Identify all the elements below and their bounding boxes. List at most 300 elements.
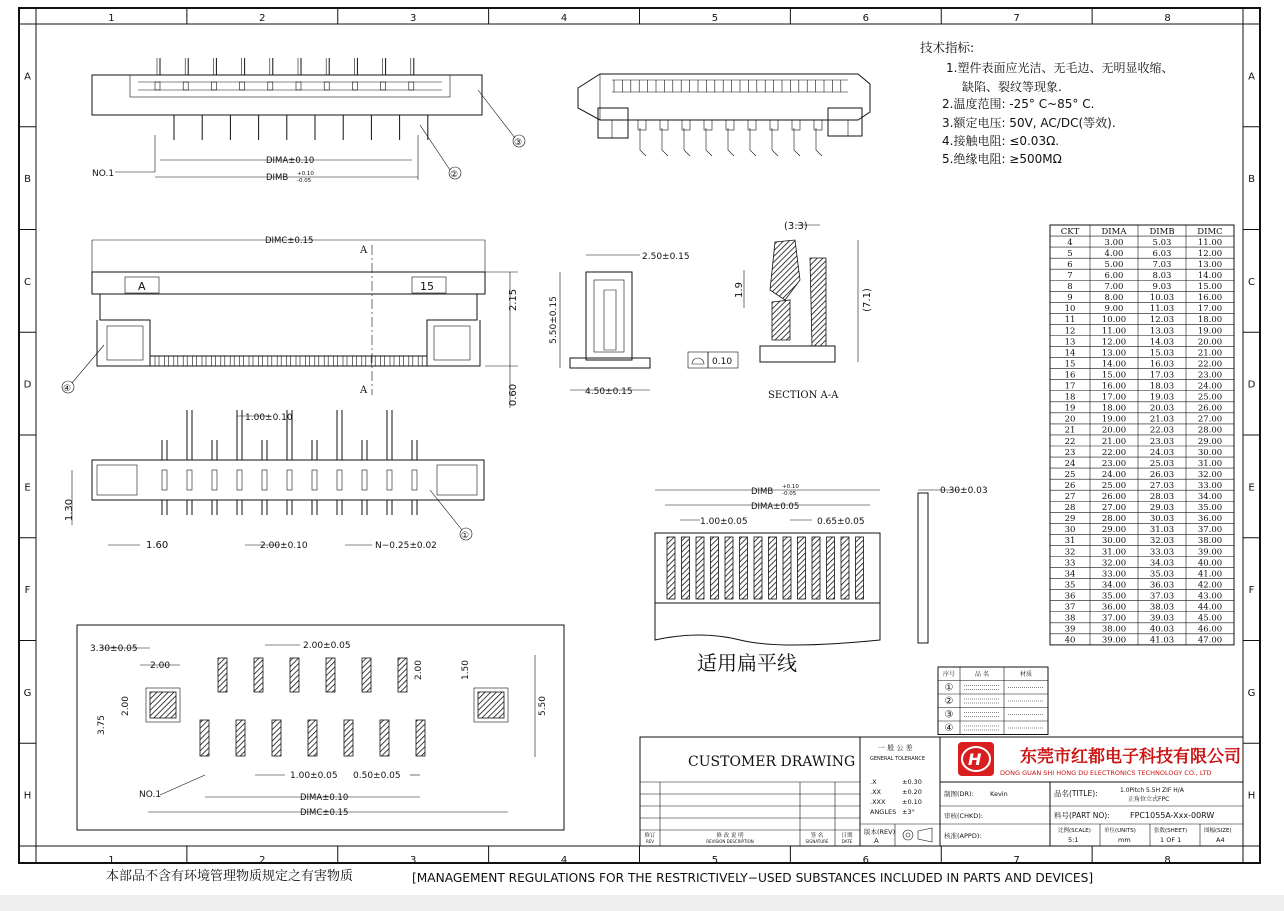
rev-col-en: SIGNATURE	[805, 839, 829, 844]
scale-label: 比例(SCALE)	[1058, 828, 1091, 834]
ckt-cell: 35.00	[1197, 503, 1223, 514]
ckt-cell: 20.03	[1149, 403, 1175, 414]
title-line-2: 正角位立式FPC	[1128, 796, 1170, 803]
ckt-cell: 8.03	[1152, 271, 1172, 281]
ckt-cell: 33.03	[1149, 547, 1175, 558]
ckt-cell: 26.00	[1101, 492, 1127, 502]
ckt-cell: 6	[1067, 259, 1073, 270]
ckt-cell: 40.00	[1197, 558, 1223, 569]
ckt-header: DIMC	[1197, 226, 1223, 237]
ckt-cell: 32	[1064, 547, 1076, 558]
tolerance-cn: 一 般 公 差	[878, 744, 913, 752]
ckt-cell: 23.00	[1101, 458, 1127, 469]
drawn-by: Kevin	[990, 790, 1008, 798]
ckt-cell: 32.00	[1101, 558, 1127, 569]
ckt-cell: 11.00	[1101, 326, 1127, 337]
ckt-cell: 9.03	[1152, 282, 1172, 293]
rev-col-en: REV	[645, 839, 655, 844]
grid-col-b-5: 5	[711, 855, 719, 866]
ckt-cell: 28	[1064, 503, 1076, 514]
tolerance-en: GENERAL TOLERANCE	[870, 756, 926, 762]
ckt-cell: 32.00	[1197, 469, 1223, 480]
pcb-dimc: DIMC±0.15	[300, 808, 349, 818]
size-label: 图幅(SIZE)	[1204, 828, 1232, 834]
ckt-cell: 47.00	[1197, 635, 1223, 646]
grid-col-b-7: 7	[1013, 855, 1020, 866]
grid-row-r-F: F	[1248, 585, 1255, 597]
parts-index: ③	[944, 709, 954, 721]
ckt-cell: 12.00	[1101, 337, 1127, 348]
ckt-cell: 22	[1064, 436, 1076, 447]
rev-label: 版本(REV)	[864, 828, 896, 836]
ckt-cell: 37.00	[1197, 525, 1223, 536]
balloon-3: ③	[514, 138, 523, 148]
parts-index: ④	[944, 723, 954, 734]
pcb-2-00a: 2.00	[150, 661, 171, 671]
grid-row-l-D: D	[23, 379, 32, 391]
ckt-cell: 21.00	[1197, 348, 1223, 359]
ckt-cell: 15.00	[1101, 370, 1127, 381]
ckt-cell: 13.03	[1149, 326, 1175, 337]
checked-label: 审核(CHKD):	[944, 812, 983, 820]
ckt-cell: 15.03	[1149, 348, 1175, 359]
front-view-top	[92, 58, 525, 184]
grid-col-t-3: 3	[410, 13, 417, 24]
ckt-cell: 16.00	[1101, 381, 1127, 392]
dim-0-60: 0.60	[508, 383, 519, 407]
ckt-cell: 4.00	[1104, 248, 1124, 259]
ckt-cell: 36.00	[1197, 514, 1223, 525]
ckt-cell: 22.03	[1149, 425, 1175, 436]
ckt-cell: 34.00	[1197, 492, 1223, 502]
ckt-header: DIMB	[1149, 226, 1175, 237]
pcb-2-00c: 2.00	[121, 695, 131, 717]
ckt-cell: 18	[1064, 392, 1076, 403]
ckt-cell: 24.00	[1197, 381, 1223, 392]
parts-header: 材质	[1019, 671, 1033, 678]
isometric-view	[578, 74, 870, 156]
ckt-cell: 40	[1064, 635, 1076, 646]
top-view	[62, 236, 519, 408]
ckt-cell: 20.00	[1197, 337, 1223, 348]
size-value: A4	[1216, 836, 1225, 844]
ckt-cell: 12	[1064, 326, 1076, 337]
dim-b-tol-top: +0.10	[297, 171, 314, 177]
units-label: 单位(UNITS)	[1104, 828, 1136, 834]
fpc-caption: 适用扁平线	[697, 651, 797, 675]
ckt-cell: 41.00	[1197, 569, 1223, 580]
company-logo-icon	[958, 742, 994, 776]
flatness-value: 0.10	[712, 357, 733, 367]
ckt-cell: 34.03	[1149, 558, 1175, 569]
parts-index: ②	[944, 696, 954, 707]
pcb-3-75: 3.75	[97, 714, 107, 736]
dim-1-30: 1.30	[64, 498, 75, 522]
tech-spec-line: 2.温度范围: -25° C~85° C.	[942, 97, 1095, 111]
ckt-cell: 16.03	[1149, 359, 1175, 370]
ckt-cell: 14.03	[1149, 337, 1175, 348]
pcb-layout	[77, 625, 564, 830]
grid-row-r-E: E	[1248, 482, 1255, 494]
grid-row-l-A: A	[24, 71, 31, 83]
ckt-cell: 29.00	[1197, 436, 1223, 447]
ckt-cell: 31.00	[1101, 547, 1127, 558]
ckt-cell: 21.03	[1149, 414, 1175, 425]
approved-label: 核准(APPD):	[944, 832, 982, 840]
ckt-cell: 34.00	[1101, 580, 1127, 591]
mark-a: A	[138, 280, 146, 293]
rev-value: A	[874, 837, 879, 845]
partno-label: 料号(PART NO):	[1054, 811, 1110, 820]
title-line-1: 1.0Pitch 5.5H ZIF H/A	[1120, 787, 1184, 794]
tol-key: .XX	[870, 788, 881, 796]
company-name-cn: 东莞市红都电子科技有限公司	[1020, 747, 1241, 767]
drawn-label: 制图(DR):	[944, 790, 974, 798]
side-view	[549, 252, 738, 397]
ckt-cell: 40.03	[1149, 624, 1175, 635]
ckt-cell: 24.03	[1149, 447, 1175, 458]
ckt-cell: 44.00	[1197, 602, 1223, 613]
ckt-cell: 6.03	[1152, 248, 1172, 259]
ckt-cell: 20	[1064, 414, 1076, 425]
ckt-cell: 25	[1064, 469, 1076, 480]
tech-spec-line: 3.额定电压: 50V, AC/DC(等效).	[942, 116, 1116, 130]
grid-col-t-6: 6	[862, 13, 869, 24]
ckt-cell: 28.00	[1197, 425, 1223, 436]
ckt-cell: 10	[1064, 304, 1076, 315]
ckt-cell: 30.00	[1197, 447, 1223, 458]
ckt-cell: 42.00	[1197, 580, 1223, 591]
sec-a-bottom: A	[360, 385, 368, 396]
ckt-cell: 5.00	[1104, 259, 1124, 270]
ckt-cell: 17.00	[1197, 304, 1223, 315]
ckt-cell: 17.03	[1149, 370, 1175, 381]
tech-spec-line: 缺陷、裂纹等现象.	[962, 80, 1062, 94]
ckt-cell: 21.00	[1101, 436, 1127, 447]
grid-col-t-2: 2	[259, 13, 266, 24]
dim-1-9: 1.9	[734, 282, 745, 298]
grid-col-b-4: 4	[560, 855, 568, 866]
ckt-table	[1050, 225, 1234, 646]
rev-col-cn: 日期	[841, 833, 853, 839]
tol-key: .XXX	[870, 798, 886, 806]
pcb-1-50: 1.50	[461, 659, 471, 681]
rev-col-cn: 修 改 说 明	[716, 833, 744, 839]
tol-key: .X	[870, 778, 877, 786]
ckt-cell: 7	[1067, 271, 1073, 281]
ckt-cell: 31.00	[1197, 458, 1223, 469]
ckt-cell: 37.00	[1101, 613, 1127, 624]
company-name-en: DONG GUAN SHI HONG DU ELECTRONICS TECHNOLOGY CO., LTD	[1000, 769, 1212, 777]
ckt-header: CKT	[1060, 226, 1080, 237]
pcb-2-00b: 2.00±0.05	[303, 641, 351, 651]
tech-spec-title: 技术指标:	[920, 40, 975, 55]
dim-b-label: DIMB	[266, 173, 289, 183]
dim-7-1: (7.1)	[862, 288, 873, 312]
grid-row-r-D: D	[1247, 379, 1256, 391]
fpc-dima: DIMA±0.05	[751, 502, 800, 512]
grid-col-b-3: 3	[410, 855, 417, 866]
ckt-cell: 39.03	[1149, 613, 1175, 624]
ckt-cell: 39.00	[1101, 635, 1127, 646]
grid-row-r-B: B	[1248, 174, 1255, 186]
ckt-cell: 23.00	[1197, 370, 1223, 381]
scale-value: 5:1	[1068, 836, 1079, 844]
ckt-cell: 33	[1064, 558, 1076, 569]
ckt-cell: 19.03	[1149, 392, 1175, 403]
ckt-cell: 11.00	[1197, 237, 1223, 248]
ckt-cell: 28.03	[1149, 492, 1175, 502]
grid-col-t-4: 4	[560, 13, 568, 24]
tech-spec	[920, 40, 1173, 166]
no1-label: NO.1	[92, 169, 115, 179]
ckt-header: DIMA	[1101, 226, 1127, 237]
dim-2-00: 2.00±0.10	[260, 541, 308, 551]
dim-pitch: 1.00±0.10	[245, 413, 293, 423]
balloon-2: ②	[450, 170, 459, 180]
sheet-value: 1 OF 1	[1160, 836, 1182, 844]
ckt-cell: 28.00	[1101, 514, 1127, 525]
part-number: FPC1055A-Xxx-00RW	[1130, 811, 1215, 820]
grid-row-l-B: B	[24, 174, 31, 186]
ckt-cell: 46.00	[1197, 624, 1223, 635]
ckt-cell: 18.03	[1149, 381, 1175, 392]
ckt-cell: 11.03	[1149, 304, 1175, 315]
pcb-2-00d: 2.00	[414, 659, 424, 681]
ckt-cell: 14.00	[1197, 271, 1223, 281]
ckt-cell: 39.00	[1197, 547, 1223, 558]
ckt-cell: 19.00	[1101, 414, 1127, 425]
ckt-cell: 25.03	[1149, 458, 1175, 469]
grid-row-r-G: G	[1247, 687, 1256, 699]
pcb-0-50: 0.50±0.05	[353, 771, 401, 781]
grid-row-l-G: G	[23, 687, 32, 699]
grid-col-b-6: 6	[862, 855, 869, 866]
title-block	[640, 737, 1243, 846]
ckt-cell: 12.03	[1149, 315, 1175, 326]
footer-bar	[0, 895, 1284, 911]
ckt-cell: 35.00	[1101, 591, 1127, 602]
ckt-cell: 20.00	[1101, 425, 1127, 436]
fpc-dimb-tol-top: +0.10	[782, 484, 799, 490]
ckt-cell: 9.00	[1104, 304, 1124, 315]
parts-header: 品 名	[975, 671, 989, 678]
ckt-cell: 22.00	[1101, 447, 1127, 458]
tol-value: ±0.30	[902, 778, 922, 786]
ckt-cell: 23.03	[1149, 436, 1175, 447]
ckt-cell: 26	[1064, 480, 1076, 491]
ckt-cell: 11	[1064, 315, 1076, 326]
ckt-cell: 3.00	[1104, 237, 1124, 248]
ckt-cell: 36.00	[1101, 602, 1127, 613]
ckt-cell: 23	[1064, 447, 1076, 458]
ckt-cell: 38.00	[1101, 624, 1127, 635]
ckt-cell: 15.00	[1197, 282, 1223, 293]
grid-row-l-H: H	[23, 790, 32, 802]
ckt-cell: 5	[1067, 248, 1073, 259]
ckt-cell: 38.03	[1149, 602, 1175, 613]
ckt-cell: 26.03	[1149, 469, 1175, 480]
grid-col-t-8: 8	[1164, 13, 1171, 24]
tech-spec-line: 1.塑件表面应光洁、无毛边、无明显收缩、	[946, 61, 1174, 75]
ckt-cell: 19	[1064, 403, 1076, 414]
dim-a-label: DIMA±0.10	[266, 156, 315, 166]
dim-c-label: DIMC±0.15	[265, 236, 314, 246]
ckt-cell: 35	[1064, 580, 1076, 591]
parts-header: 序号	[942, 671, 956, 678]
balloon-4: ④	[63, 384, 72, 394]
bottom-view	[64, 410, 484, 551]
fpc-dimb: DIMB	[751, 487, 774, 497]
section-title: SECTION A-A	[768, 390, 839, 401]
section-a-a	[734, 221, 873, 401]
ckt-cell: 25.00	[1101, 480, 1127, 491]
ckt-cell: 27.00	[1197, 414, 1223, 425]
ckt-cell: 34	[1064, 569, 1076, 580]
grid-col-b-2: 2	[259, 855, 266, 866]
ckt-cell: 27.03	[1149, 480, 1175, 491]
ckt-cell: 6.00	[1104, 271, 1124, 281]
ckt-cell: 16.00	[1197, 293, 1223, 304]
parts-index: ①	[944, 682, 954, 694]
ckt-cell: 24	[1064, 458, 1076, 469]
ckt-cell: 7.03	[1152, 259, 1172, 270]
ckt-cell: 30.00	[1101, 536, 1127, 547]
grid-col-t-1: 1	[108, 13, 115, 24]
ckt-cell: 41.03	[1149, 635, 1175, 646]
dim-3-3: (3.3)	[784, 221, 808, 232]
ckt-cell: 25.00	[1197, 392, 1223, 403]
ckt-cell: 30	[1064, 525, 1076, 536]
ckt-cell: 29.00	[1101, 525, 1127, 536]
ckt-cell: 5.03	[1152, 237, 1172, 248]
sheet-label: 张数(SHEET)	[1154, 828, 1188, 834]
dim-n: N−0.25±0.02	[375, 541, 437, 551]
rev-col-cn: 签 名	[810, 833, 824, 839]
pcb-5-50: 5.50	[538, 695, 548, 717]
ckt-cell: 12.00	[1197, 248, 1223, 259]
parts-table	[938, 667, 1048, 735]
ckt-cell: 30.03	[1149, 514, 1175, 525]
dim-b-tol-bot: -0.05	[297, 178, 312, 184]
ckt-cell: 4	[1067, 237, 1073, 248]
tol-value: ±3°	[902, 808, 915, 816]
ckt-cell: 36.03	[1149, 580, 1175, 591]
fpc-thickness: 0.30±0.03	[940, 486, 988, 496]
balloon-1: ①	[461, 531, 470, 541]
ckt-cell: 14	[1064, 348, 1076, 359]
tech-spec-line: 4.接触电阻: ≤0.03Ω.	[942, 134, 1060, 148]
fpc-pitch: 1.00±0.05	[700, 517, 748, 527]
title-label: 品名(TITLE):	[1054, 789, 1098, 798]
grid-row-l-E: E	[24, 482, 31, 494]
fpc-width: 0.65±0.05	[817, 517, 865, 527]
ckt-cell: 38.00	[1197, 536, 1223, 547]
ckt-cell: 33.00	[1197, 480, 1223, 491]
pcb-no1: NO.1	[139, 790, 162, 800]
ckt-cell: 29	[1064, 514, 1076, 525]
ckt-cell: 26.00	[1197, 403, 1223, 414]
grid-col-b-1: 1	[108, 855, 115, 866]
ckt-cell: 31.03	[1149, 525, 1175, 536]
ckt-cell: 13.00	[1197, 259, 1223, 270]
ckt-cell: 32.03	[1149, 536, 1175, 547]
ckt-cell: 35.03	[1149, 569, 1175, 580]
ckt-cell: 37	[1064, 602, 1076, 613]
ckt-cell: 10.00	[1101, 315, 1127, 326]
ckt-cell: 17.00	[1101, 392, 1127, 403]
ckt-cell: 7.00	[1104, 282, 1124, 293]
grid-col-t-5: 5	[711, 13, 719, 24]
ckt-cell: 39	[1064, 624, 1076, 635]
ckt-cell: 37.03	[1149, 591, 1175, 602]
dim-2-15: 2.15	[508, 288, 519, 312]
ckt-cell: 18.00	[1101, 403, 1127, 414]
sec-a-top: A	[360, 245, 368, 256]
ckt-cell: 16	[1064, 370, 1076, 381]
ckt-cell: 33.00	[1101, 569, 1127, 580]
ckt-cell: 9	[1067, 293, 1073, 304]
ckt-cell: 27.00	[1101, 503, 1127, 514]
ckt-cell: 43.00	[1197, 591, 1223, 602]
ckt-cell: 21	[1064, 425, 1076, 436]
grid-row-r-C: C	[1248, 276, 1255, 288]
ckt-cell: 19.00	[1197, 326, 1223, 337]
ckt-cell: 8	[1067, 282, 1073, 293]
grid-row-r-A: A	[1248, 71, 1255, 83]
rev-col-en: REVISION DESCRIPTION	[706, 839, 754, 844]
grid-col-b-8: 8	[1164, 855, 1171, 866]
dim-2-50: 2.50±0.15	[642, 252, 690, 262]
dim-5-50: 5.50±0.15	[549, 296, 559, 344]
ckt-cell: 17	[1064, 381, 1076, 392]
pcb-dima: DIMA±0.10	[300, 793, 349, 803]
ckt-cell: 10.03	[1149, 293, 1175, 304]
ckt-cell: 13.00	[1101, 348, 1127, 359]
tol-key: ANGLES	[870, 808, 897, 816]
ckt-cell: 22.00	[1197, 359, 1223, 370]
svg-text:H: H	[968, 750, 982, 769]
ckt-cell: 36	[1064, 591, 1076, 602]
tech-spec-line: 5.绝缘电阻: ≥500MΩ	[942, 152, 1062, 166]
dim-1-60: 1.60	[146, 540, 169, 551]
units-value: mm	[1118, 836, 1131, 844]
projection-symbol-icon	[903, 828, 932, 842]
ckt-cell: 29.03	[1149, 503, 1175, 514]
tol-value: ±0.20	[902, 788, 922, 796]
ckt-cell: 45.00	[1197, 613, 1223, 624]
rev-col-en: DATE	[841, 839, 853, 844]
ckt-cell: 24.00	[1101, 469, 1127, 480]
pcb-3-30: 3.30±0.05	[90, 644, 138, 654]
fpc-dimb-tol-bot: -0.05	[782, 491, 797, 497]
mark-15: 15	[420, 280, 434, 293]
grid-row-l-F: F	[24, 585, 31, 597]
ckt-cell: 15	[1064, 359, 1076, 370]
ckt-cell: 18.00	[1197, 315, 1223, 326]
pcb-1-00: 1.00±0.05	[290, 771, 338, 781]
ckt-cell: 38	[1064, 613, 1076, 624]
tol-value: ±0.10	[902, 798, 922, 806]
footer-en: [MANAGEMENT REGULATIONS FOR THE RESTRICTIVELY−USED SUBSTANCES INCLUDED IN PARTS AND DEVICES]	[412, 871, 1094, 885]
grid-row-r-H: H	[1247, 790, 1256, 802]
fpc-detail	[655, 484, 988, 675]
ckt-cell: 14.00	[1101, 359, 1127, 370]
rev-col-cn: 修订	[644, 833, 656, 839]
ckt-cell: 13	[1064, 337, 1076, 348]
customer-drawing-title: CUSTOMER DRAWING	[688, 754, 856, 770]
grid-row-l-C: C	[24, 276, 31, 288]
